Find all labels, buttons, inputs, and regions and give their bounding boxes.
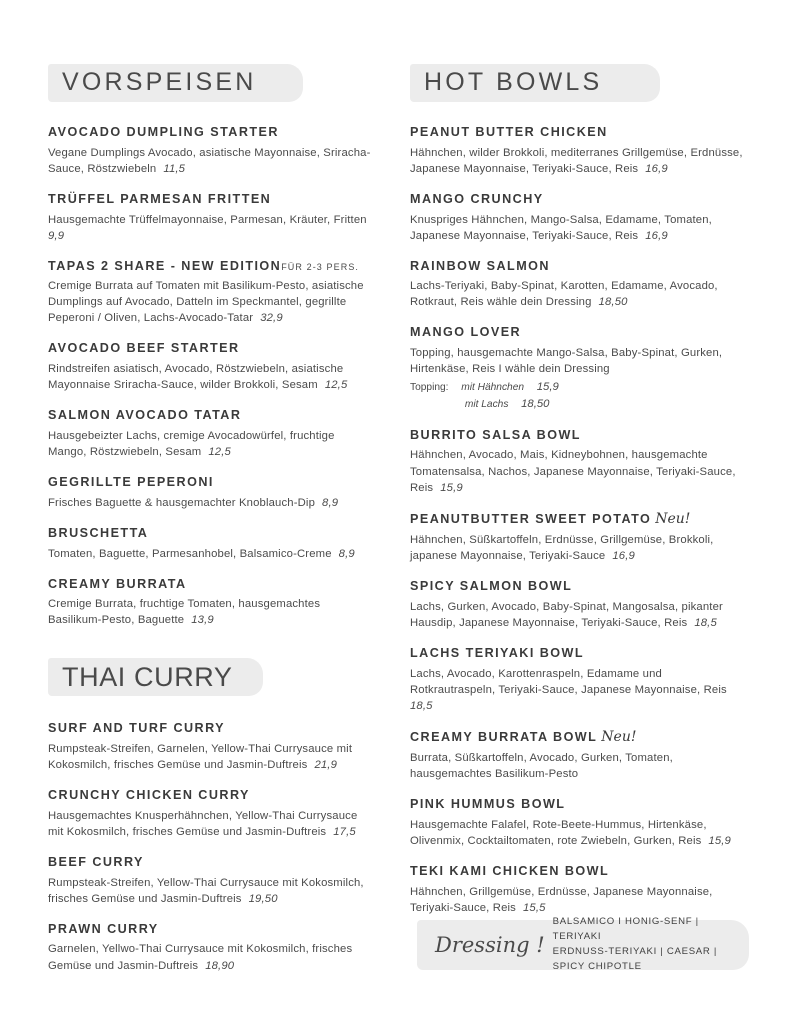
item-description (48, 428, 374, 460)
item-description (48, 546, 374, 562)
item-desc-text: Lachs, Avocado, Karottenraspeln, Edamame und Rotkrautraspeln, Teriyaki-Sauce, Japanese Mayonnaise, Reis (410, 667, 727, 696)
item-desc-text: Lachs-Teriyaki, Baby-Spinat, Karotten, Edamame, Avocado, Rotkraut, Reis wähle dein Dressing (410, 280, 718, 309)
item-price: 12,5 (208, 445, 231, 458)
topping-option-row (410, 379, 743, 396)
item-name-text: PEANUTBUTTER SWEET POTATO (410, 511, 652, 526)
item-name: TEKI KAMI CHICKEN BOWL (410, 864, 610, 879)
item-name: BEEF CURRY (48, 854, 144, 869)
thai-curry-items (48, 721, 374, 973)
item-description (410, 447, 743, 495)
item-price: 8,9 (322, 496, 339, 509)
item-desc-text: Hausgemachte Falafel, Rote-Beete-Hummus, Hirtenkäse, Olivenmix, Cocktailtomaten, rote Zwiebeln, Gurken, Reis (410, 819, 707, 848)
item-price: 13,9 (191, 614, 214, 627)
item-description (48, 361, 374, 393)
item-desc-text: Hähnchen, wilder Brokkoli, mediterranes Grillgemüse, Erdnüsse, Japanese Mayonnaise, Teriyaki-Sauce, Reis (410, 146, 743, 175)
menu-item (48, 855, 374, 907)
item-desc-text: Topping, hausgemachte Mango-Salsa, Baby-Spinat, Gurken, Hirtenkäse, Reis I wähle dein Dressing (410, 347, 723, 376)
topping-variant: mit Hähnchen (461, 382, 525, 394)
item-price: 16,9 (612, 550, 635, 563)
new-badge: Neu! (655, 510, 691, 527)
menu-item (410, 192, 743, 244)
topping-label: Topping: (410, 382, 449, 394)
item-description (410, 532, 743, 564)
item-price: 17,5 (333, 825, 356, 838)
item-desc-text: Rumpsteak-Streifen, Yellow-Thai Currysauce mit Kokosmilch, frisches Gemüse und Jasmin-Duftreis (48, 876, 364, 905)
item-price: 18,5 (410, 699, 433, 712)
menu-item (48, 788, 374, 840)
item-price: 18,90 (205, 959, 235, 972)
item-description (410, 278, 743, 310)
menu-item (48, 721, 374, 773)
item-price: 19,50 (248, 892, 278, 905)
menu-item (48, 408, 374, 460)
item-price: 16,9 (645, 229, 668, 242)
right-column (388, 62, 743, 989)
item-desc-text: Lachs, Gurken, Avocado, Baby-Spinat, Mangosalsa, pikanter Hausdip, Japanese Mayonnaise, Teriyaki-Sauce, Reis (410, 600, 723, 629)
dressing-line-2: ERDNUSS-TERIYAKI | CAESAR | SPICY CHIPOTLE (552, 946, 718, 972)
dressing-line-1: BALSAMICO I HONIG-SENF | TERIYAKI (552, 916, 699, 943)
item-desc-text: Vegane Dumplings Avocado, asiatische Mayonnaise, Sriracha-Sauce, Röstzwiebeln (48, 146, 371, 175)
thai-curry-section (48, 656, 374, 973)
item-name: GEGRILLTE PEPERONI (48, 475, 214, 490)
dressing-options (553, 915, 737, 974)
menu-item (48, 341, 374, 393)
item-price: 18,5 (694, 616, 717, 629)
item-price: 16,9 (645, 162, 668, 175)
item-description (410, 599, 743, 631)
item-price: 15,9 (440, 481, 463, 494)
dressing-box (417, 916, 749, 972)
item-price: 18,50 (598, 296, 628, 309)
item-desc-text: Garnelen, Yellwo-Thai Currysauce mit Kokosmilch, frisches Gemüse und Jasmin-Duftreis (48, 943, 353, 972)
topping-variant: mit Lachs (464, 398, 509, 410)
section-heading-thai-curry (48, 656, 259, 699)
item-description (410, 750, 743, 782)
item-name-subnote: FÜR 2-3 PERS. (281, 261, 360, 272)
item-desc-text: Hähnchen, Grillgemüse, Erdnüsse, Japanese Mayonnaise, Teriyaki-Sauce, Reis (410, 885, 713, 914)
section-title-hot-bowls: HOT BOWLS (424, 68, 603, 96)
menu-item (48, 577, 374, 629)
item-desc-text: Rumpsteak-Streifen, Garnelen, Yellow-Thai Currysauce mit Kokosmilch, frisches Gemüse und Jasmin-Duftreis (48, 743, 353, 772)
item-name (410, 729, 743, 747)
item-desc-text: Knuspriges Hähnchen, Mango-Salsa, Edamame, Tomaten, Japanese Mayonnaise, Teriyaki-Sauce, Reis (410, 213, 712, 242)
menu-item (410, 125, 743, 177)
item-name: SURF AND TURF CURRY (48, 721, 226, 736)
item-description (410, 666, 743, 714)
item-name: SALMON AVOCADO TATAR (48, 408, 242, 423)
item-name: BURRITO SALSA BOWL (410, 427, 581, 442)
item-desc-text: Tomaten, Baguette, Parmesanhobel, Balsamico-Creme (48, 547, 332, 560)
item-name: AVOCADO BEEF STARTER (48, 341, 240, 356)
menu-item (48, 475, 374, 511)
item-price: 12,5 (324, 379, 348, 392)
item-topping-options (410, 379, 743, 413)
item-name (48, 259, 374, 275)
item-description (410, 345, 743, 377)
item-description (48, 495, 374, 511)
item-name: PINK HUMMUS BOWL (410, 797, 566, 812)
item-price: 32,9 (260, 312, 283, 325)
item-name (410, 511, 743, 529)
item-desc-text: Frisches Baguette & hausgemachter Knoblauch-Dip (48, 496, 316, 509)
item-desc-text: Burrata, Süßkartoffeln, Avocado, Gurken, Tomaten, hausgemachtes Basilikum-Pesto (410, 752, 673, 781)
topping-price: 18,50 (521, 397, 550, 410)
item-price: 11,5 (163, 162, 186, 175)
section-heading-vorspeisen (48, 62, 283, 103)
hot-bowls-items (410, 125, 743, 916)
item-desc-text: Hausgebeizter Lachs, cremige Avocadowürfel, fruchtige Mango, Röstzwiebeln, Sesam (48, 429, 335, 458)
item-description (48, 145, 374, 177)
item-name: RAINBOW SALMON (410, 258, 550, 273)
dressing-title: Dressing ! (435, 933, 545, 957)
menu-item (48, 526, 374, 562)
item-name-text: TAPAS 2 SHARE - NEW EDITION (48, 258, 282, 273)
item-name: SPICY SALMON BOWL (410, 579, 573, 594)
menu-item (48, 125, 374, 177)
item-name: AVOCADO DUMPLING STARTER (48, 125, 279, 139)
item-description (48, 941, 374, 973)
item-description (48, 212, 374, 244)
item-desc-text: Hähnchen, Avocado, Mais, Kidneybohnen, hausgemachte Tomatensalsa, Nachos, Japanese Mayonnaise, Teriyaki-Sauce, Reis (410, 449, 736, 494)
item-name: CRUNCHY CHICKEN CURRY (48, 788, 250, 803)
item-name: BRUSCHETTA (48, 525, 149, 540)
menu-item (410, 864, 743, 916)
section-title-vorspeisen: VORSPEISEN (62, 68, 257, 96)
item-price: 8,9 (338, 547, 355, 560)
menu-item (410, 579, 743, 631)
topping-option-row (410, 396, 743, 413)
item-desc-text: Hähnchen, Süßkartoffeln, Erdnüsse, Grillgemüse, Brokkoli, japanese Mayonnaise, Teriyaki-Sauce (410, 534, 714, 563)
item-name: TRÜFFEL PARMESAN FRITTEN (48, 191, 272, 206)
item-desc-text: Cremige Burrata, fruchtige Tomaten, hausgemachtes Basilikum-Pesto, Baguette (48, 598, 321, 627)
item-desc-text: Rindstreifen asiatisch, Avocado, Röstzwiebeln, asiatische Mayonnaise Sriracha-Sauce, wilder Brokkoli, Sesam (48, 363, 344, 392)
item-description (410, 884, 743, 916)
left-column (48, 62, 388, 989)
item-name: MANGO CRUNCHY (410, 191, 544, 206)
menu-item (48, 259, 374, 327)
menu-item (48, 922, 374, 974)
topping-price: 15,9 (536, 381, 559, 394)
item-price: 15,5 (522, 901, 546, 914)
item-description (48, 808, 374, 840)
menu-item (410, 428, 743, 496)
menu-item (410, 729, 743, 783)
item-description (410, 212, 743, 244)
menu-item (410, 646, 743, 714)
item-description (410, 817, 743, 849)
item-name: PRAWN CURRY (48, 921, 159, 936)
item-name: PEANUT BUTTER CHICKEN (410, 125, 608, 139)
item-desc-text: Hausgemachtes Knusperhähnchen, Yellow-Thai Currysauce mit Kokosmilch, frisches Gemüse und Jasmin-Duftreis (48, 809, 358, 838)
item-price: 15,9 (708, 835, 731, 848)
menu-item (410, 797, 743, 849)
item-desc-text: Hausgemachte Trüffelmayonnaise, Parmesan, Kräuter, Fritten (48, 213, 367, 226)
menu-item (410, 511, 743, 565)
item-description (48, 741, 374, 773)
vorspeisen-items (48, 125, 374, 628)
item-name: CREAMY BURRATA (48, 576, 187, 591)
menu-item (48, 192, 374, 244)
item-name: LACHS TERIYAKI BOWL (410, 645, 585, 660)
item-name-text: CREAMY BURRATA BOWL (410, 729, 598, 744)
section-heading-hot-bowls (410, 62, 628, 103)
item-description (410, 145, 743, 177)
menu-item (410, 259, 743, 311)
item-description (48, 875, 374, 907)
item-description (48, 278, 374, 326)
item-price: 21,9 (314, 759, 338, 772)
section-title-thai-curry: THAI CURRY (62, 662, 233, 693)
item-price: 9,9 (48, 229, 65, 242)
menu-item (410, 325, 743, 412)
item-name: MANGO LOVER (410, 325, 522, 340)
item-description (48, 596, 374, 628)
item-desc-text: Cremige Burrata auf Tomaten mit Basilikum-Pesto, asiatische Dumplings auf Avocado, Datteln im Speckmantel, gegrillte Peperoni / Oliven, Lachs-Avocado-Tatar (48, 280, 364, 325)
new-badge: Neu! (601, 728, 637, 745)
